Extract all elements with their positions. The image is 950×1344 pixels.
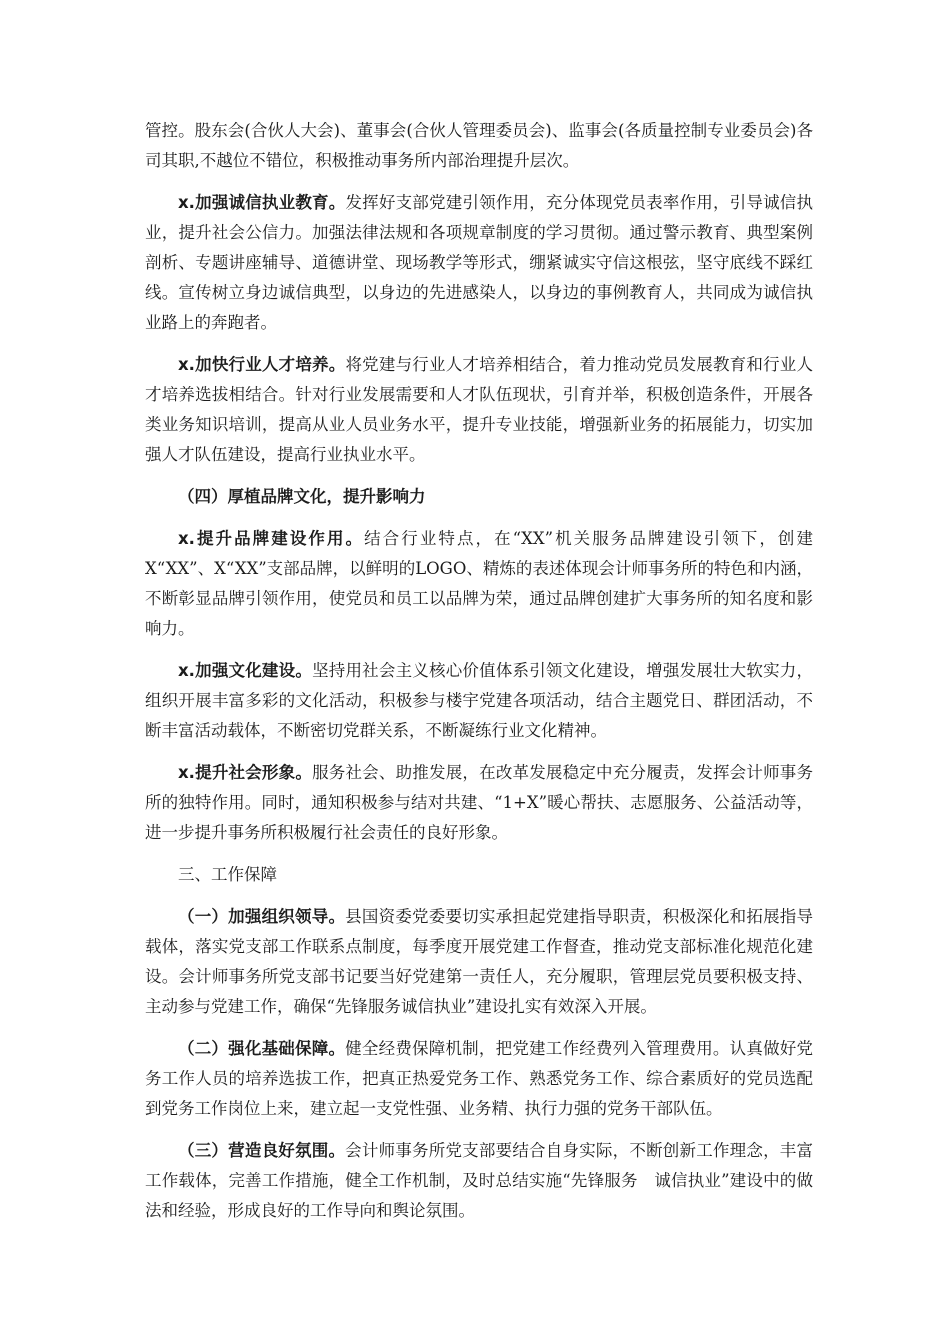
paragraph-body: 会计师事务所党支部要结合自身实际，不断创新工作理念，丰富工作载体，完善工作措施，健全工作机制，及时总结实施“先锋服务 诚信执业”建设中的做法和经验，形成良好的工作导向和舆论氛围。: [145, 1141, 814, 1220]
paragraph-lead: x.加强诚信执业教育。: [178, 193, 346, 212]
paragraph-body: 坚持用社会主义核心价值体系引领文化建设，增强发展壮大软实力，组织开展丰富多彩的文化活动，积极参与楼宇党建各项活动，结合主题党日、群团活动，不断丰富活动载体，不断密切党群关系，不断凝练行业文化精神。: [145, 661, 814, 740]
paragraph-brand-building: [145, 524, 813, 644]
paragraph-basic-guarantee: [145, 1034, 813, 1124]
paragraph-atmosphere: [145, 1136, 813, 1226]
paragraph-body: 将党建与行业人才培养相结合，着力推动党员发展教育和行业人才培养选拔相结合。针对行业发展需要和人才队伍现状，引育并举，积极创造条件，开展各类业务知识培训，提高从业人员业务水平，提升专业技能，增强新业务的拓展能力，切实加强人才队伍建设，提高行业执业水平。: [145, 355, 813, 464]
paragraph-lead: （三）营造良好氛围。: [178, 1141, 346, 1160]
paragraph-lead: x.加强文化建设。: [178, 661, 313, 680]
paragraph-body: 发挥好支部党建引领作用，充分体现党员表率作用，引导诚信执业，提升社会公信力。加强法律法规和各项规章制度的学习贯彻。通过警示教育、典型案例剖析、专题讲座辅导、道德讲堂、现场教学等形式，绷紧诚实守信这根弦，坚守底线不踩红线。宣传树立身边诚信典型，以身边的先进感染人，以身边的事例教育人，共同成为诚信执业路上的奔跑者。: [145, 193, 813, 332]
paragraph-lead: （一）加强组织领导。: [178, 907, 346, 926]
paragraph-social-image: [145, 758, 813, 848]
paragraph-body: 服务社会、助推发展，在改革发展稳定中充分履责，发挥会计师事务所的独特作用。同时，通知积极参与结对共建、“1+X”暖心帮扶、志愿服务、公益活动等，进一步提升事务所积极履行社会责任的良好形象。: [145, 763, 814, 842]
paragraph-talent-training: [145, 350, 813, 470]
paragraph-body: 县国资委党委要切实承担起党建指导职责，积极深化和拓展指导载体，落实党支部工作联系点制度，每季度开展党建工作督查，推动党支部标准化规范化建设。会计师事务所党支部书记要当好党建第一责任人，充分履职，管理层党员要积极支持、主动参与党建工作，确保“先锋服务诚信执业”建设扎实有效深入开展。: [145, 907, 814, 1016]
paragraph-lead: x.加快行业人才培养。: [178, 355, 346, 374]
paragraph-organization-leadership: [145, 902, 813, 1022]
paragraph-integrity-education: [145, 188, 813, 338]
paragraph-culture-building: [145, 656, 813, 746]
paragraph-lead: x.提升品牌建设作用。: [178, 529, 365, 548]
intro-paragraph: [145, 116, 813, 176]
paragraph-body: 结合行业特点，在“XX”机关服务品牌建设引领下，创建X“XX”、X“XX”支部品牌，以鲜明的LOGO、精炼的表述体现会计师事务所的特色和内涵，不断彰显品牌引领作用，使党员和员工以品牌为荣，通过品牌创建扩大事务所的知名度和影响力。: [145, 529, 813, 638]
section-heading-work-guarantee: 三、工作保障: [178, 865, 277, 884]
paragraph-lead: x.提升社会形象。: [178, 763, 313, 782]
subheading-brand-culture: （四）厚植品牌文化，提升影响力: [178, 487, 426, 506]
intro-text: 管控。股东会(合伙人大会)、董事会(合伙人管理委员会)、监事会(各质量控制专业委员会)各司其职,不越位不错位，积极推动事务所内部治理提升层次。: [145, 121, 813, 170]
paragraph-body: 健全经费保障机制，把党建工作经费列入管理费用。认真做好党务工作人员的培养选拔工作，把真正热爱党务工作、熟悉党务工作、综合素质好的党员选配到党务工作岗位上来，建立起一支党性强、业务精、执行力强的党务干部队伍。: [145, 1039, 814, 1118]
document-page: [145, 116, 813, 1238]
paragraph-lead: （二）强化基础保障。: [178, 1039, 346, 1058]
